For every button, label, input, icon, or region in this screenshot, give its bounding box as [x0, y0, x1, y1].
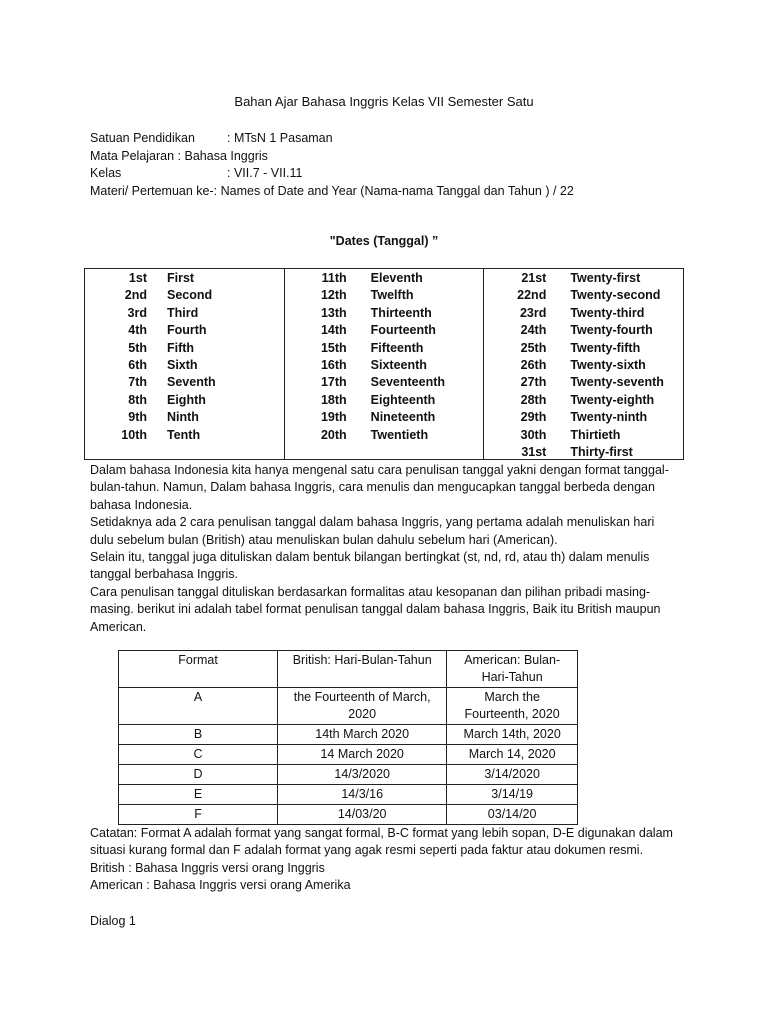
ordinal-number: 28th: [520, 392, 547, 407]
meta-row-mapel: [90, 148, 574, 166]
ordinal-number: 16th: [320, 357, 347, 372]
metadata-block: [90, 130, 574, 200]
ordinal-row: [285, 392, 484, 409]
ordinal-row: [85, 322, 284, 339]
meta-label: Satuan Pendidikan: [90, 131, 195, 145]
ordinal-word: Twenty-sixth: [570, 357, 646, 372]
note-text: American : Bahasa Inggris versi orang Amerika: [90, 878, 351, 893]
table-row: [119, 725, 578, 745]
meta-label: Kelas: [90, 166, 122, 180]
table-header-row: [119, 651, 578, 688]
ordinal-word: Sixteenth: [370, 357, 427, 372]
ordinal-number: 22nd: [517, 288, 547, 303]
ordinal-row: [85, 427, 284, 444]
table-cell: 14th March 2020: [278, 725, 447, 745]
ordinal-row: [484, 409, 683, 426]
ordinal-number: 27th: [520, 375, 547, 390]
table-cell: 14/3/2020: [278, 765, 447, 785]
paragraph: Selain itu, tanggal juga dituliskan dalam bentuk bilangan bertingkat (st, nd, rd, atau th) dalam menulis tanggal berbahasa Inggris.: [90, 550, 650, 582]
ordinal-number: 14th: [320, 323, 347, 338]
ordinal-row: [285, 409, 484, 426]
ordinal-word: Twenty-ninth: [570, 410, 648, 425]
ordinal-word: Third: [167, 305, 199, 320]
meta-row-kelas: [90, 165, 574, 183]
ordinal-row: [484, 392, 683, 409]
ordinal-number: 15th: [320, 340, 347, 355]
table-row: [119, 745, 578, 765]
ordinal-word: Seventh: [167, 375, 216, 390]
ordinal-word: Twenty-third: [570, 305, 645, 320]
ordinal-word: Fourteenth: [370, 323, 436, 338]
ordinal-word: Twenty-first: [570, 271, 641, 285]
ordinal-number: 26th: [520, 357, 547, 372]
ordinal-row: [484, 305, 683, 322]
ordinal-number: 31st: [521, 444, 547, 459]
table-header-cell: American: Bulan-Hari-Tahun: [447, 651, 578, 688]
ordinal-word: Tenth: [167, 427, 201, 442]
ordinal-number: 6th: [128, 357, 147, 372]
ordinal-number: 29th: [520, 410, 547, 425]
notes-block: [90, 825, 690, 895]
ordinal-word: Thirtieth: [570, 427, 621, 442]
section-title: "Dates (Tanggal) ”: [329, 234, 439, 248]
ordinal-word: Second: [167, 288, 213, 303]
meta-label: Materi/ Pertemuan ke-: Names of Date and Year (Nama-nama Tanggal dan Tahun ) / 22: [90, 183, 574, 198]
meta-row-materi: [90, 183, 574, 201]
paragraph: Cara penulisan tanggal dituliskan berdasarkan formalitas atau kesopanan dan pilihan pribadi masing-masing. berikut ini adalah tabel format penulisan tanggal dalam bahasa Inggris, Baik itu British maupun American.: [90, 584, 661, 634]
ordinal-number: 9th: [128, 410, 147, 425]
ordinal-number: 24th: [520, 323, 547, 338]
ordinal-row: [484, 322, 683, 339]
table-cell: C: [119, 745, 278, 765]
ordinal-row: [285, 427, 484, 444]
ordinal-number: 11th: [321, 271, 347, 285]
table-header-cell: British: Hari-Bulan-Tahun: [278, 651, 447, 688]
ordinal-row: [484, 340, 683, 357]
table-cell: 03/14/20: [447, 805, 578, 825]
ordinal-number: 18th: [320, 392, 347, 407]
ordinal-word: Seventeenth: [370, 375, 446, 390]
paragraph: Dalam bahasa Indonesia kita hanya mengenal satu cara penulisan tanggal yakni dengan format tanggal-bulan-tahun. Namun, Dalam bahasa Inggris, cara menulis dan mengucapkan tanggal berbeda dengan bahasa Indonesia.: [90, 463, 669, 512]
meta-label: Mata Pelajaran : Bahasa Inggris: [90, 148, 268, 163]
ordinal-number: 23rd: [519, 305, 547, 320]
ordinal-word: First: [167, 271, 195, 285]
ordinal-number: 25th: [520, 340, 547, 355]
ordinal-row: [85, 270, 284, 287]
ordinal-number: 5th: [128, 340, 147, 355]
ordinal-row: [285, 270, 484, 287]
ordinal-row: [85, 357, 284, 374]
ordinal-word: Twenty-seventh: [570, 375, 664, 390]
ordinal-row: [285, 322, 484, 339]
ordinal-number: 7th: [128, 375, 147, 390]
table-cell: the Fourteenth of March, 2020: [278, 688, 447, 725]
ordinal-word: Fifth: [167, 340, 195, 355]
paragraph: Setidaknya ada 2 cara penulisan tanggal dalam bahasa Inggris, yang pertama adalah menuliskan hari dulu sebelum bulan (British) atau menuliskan bulan dahulu sebelum hari (American).: [90, 515, 655, 547]
ordinal-number: 30th: [520, 427, 547, 442]
ordinal-row: [285, 357, 484, 374]
ordinal-row: [85, 305, 284, 322]
ordinal-row: [484, 287, 683, 304]
ordinal-row: [484, 374, 683, 391]
document-title: Bahan Ajar Bahasa Inggris Kelas VII Semester Satu: [234, 94, 534, 109]
body-text: [90, 462, 680, 636]
meta-value: : MTsN 1 Pasaman: [227, 131, 333, 145]
dialog-heading: Dialog 1: [90, 914, 136, 928]
ordinal-word: Twenty-eighth: [570, 392, 655, 407]
ordinal-row: [85, 374, 284, 391]
ordinal-word: Thirteenth: [370, 305, 432, 320]
table-row: [119, 765, 578, 785]
ordinal-row: [85, 392, 284, 409]
table-cell: March the Fourteenth, 2020: [447, 688, 578, 725]
ordinal-row: [484, 444, 683, 461]
ordinal-word: Thirty-first: [570, 444, 633, 459]
ordinal-word: Twenty-second: [570, 288, 661, 303]
table-row: [119, 805, 578, 825]
ordinal-word: Ninth: [167, 410, 199, 425]
note-text: British : Bahasa Inggris versi orang Inggris: [90, 860, 325, 875]
table-cell: 3/14/2020: [447, 765, 578, 785]
ordinal-word: Twenty-fifth: [570, 340, 641, 355]
table-cell: A: [119, 688, 278, 725]
ordinal-table: [84, 268, 684, 460]
ordinal-row: [85, 287, 284, 304]
ordinal-row: [285, 305, 484, 322]
ordinal-number: 3rd: [127, 305, 147, 320]
ordinal-word: Twenty-fourth: [570, 323, 653, 338]
ordinal-number: 4th: [128, 323, 147, 338]
ordinal-word: Fifteenth: [370, 340, 424, 355]
date-format-table: [118, 650, 578, 825]
ordinal-word: Twentieth: [370, 427, 429, 442]
ordinal-number: 13th: [320, 305, 347, 320]
ordinal-word: Eighth: [167, 392, 206, 407]
ordinal-row: [285, 374, 484, 391]
table-cell: B: [119, 725, 278, 745]
meta-row-satuan: [90, 130, 574, 148]
ordinal-row: [85, 409, 284, 426]
table-cell: F: [119, 805, 278, 825]
table-cell: March 14th, 2020: [447, 725, 578, 745]
table-cell: 14 March 2020: [278, 745, 447, 765]
ordinal-word: Eleventh: [370, 271, 423, 285]
ordinal-row: [484, 357, 683, 374]
ordinal-word: Fourth: [167, 323, 207, 338]
ordinal-number: 12th: [320, 288, 347, 303]
ordinal-number: 17th: [320, 375, 347, 390]
ordinal-column-2: [284, 269, 484, 459]
ordinal-row: [285, 287, 484, 304]
ordinal-row: [484, 427, 683, 444]
ordinal-number: 20th: [320, 427, 347, 442]
ordinal-row: [285, 340, 484, 357]
ordinal-number: 19th: [320, 410, 347, 425]
table-row: [119, 688, 578, 725]
ordinal-word: Twelfth: [370, 288, 414, 303]
ordinal-word: Sixth: [167, 357, 198, 372]
ordinal-number: 21st: [521, 271, 547, 285]
table-header-cell: Format: [119, 651, 278, 688]
ordinal-number: 10th: [121, 427, 147, 442]
ordinal-row: [85, 340, 284, 357]
table-row: [119, 785, 578, 805]
ordinal-number: 2nd: [124, 288, 147, 303]
ordinal-number: 8th: [128, 392, 147, 407]
table-cell: March 14, 2020: [447, 745, 578, 765]
table-cell: D: [119, 765, 278, 785]
ordinal-column-3: [483, 269, 683, 459]
meta-value: : VII.7 - VII.11: [227, 166, 303, 180]
ordinal-column-1: [85, 269, 284, 459]
ordinal-word: Eighteenth: [370, 392, 436, 407]
ordinal-row: [484, 270, 683, 287]
ordinal-number: 1st: [128, 271, 147, 285]
table-cell: 14/03/20: [278, 805, 447, 825]
table-cell: 14/3/16: [278, 785, 447, 805]
table-cell: 3/14/19: [447, 785, 578, 805]
ordinal-word: Nineteenth: [370, 410, 436, 425]
table-cell: E: [119, 785, 278, 805]
note-text: Catatan: Format A adalah format yang sangat formal, B-C format yang lebih sopan, D-E digunakan dalam situasi kurang formal dan F adalah format yang agak resmi seperti pada faktur atau dokumen resmi.: [90, 826, 673, 858]
